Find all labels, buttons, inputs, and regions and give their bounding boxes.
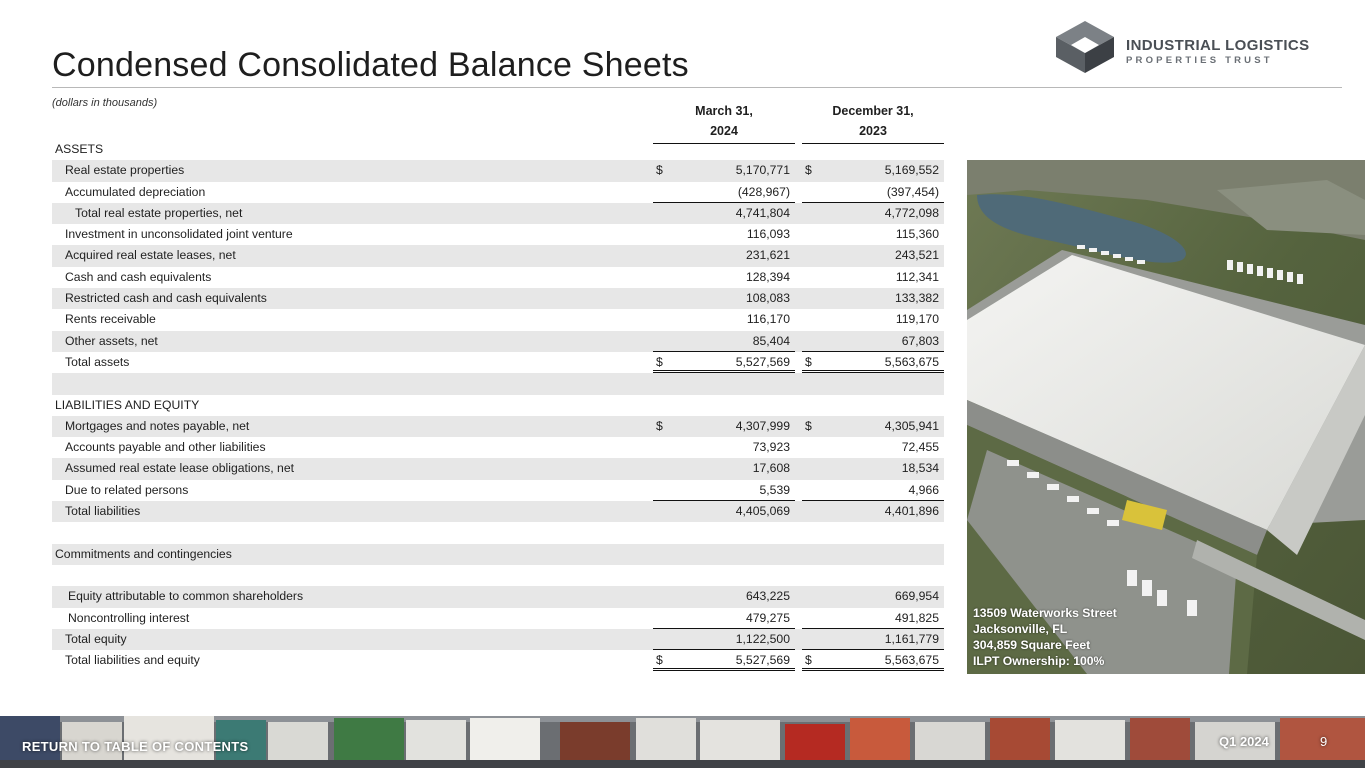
aerial-photo-illustration bbox=[967, 160, 1365, 674]
table-row bbox=[52, 565, 944, 586]
value-cell-december-2023 bbox=[802, 458, 944, 479]
amount: 4,772,098 bbox=[884, 205, 939, 220]
table-row bbox=[52, 522, 944, 543]
row-label: Cash and cash equivalents bbox=[65, 269, 212, 284]
table-row bbox=[52, 629, 944, 650]
value-cell-march-2024 bbox=[653, 245, 795, 266]
amount: 5,527,569 bbox=[735, 653, 790, 668]
return-to-toc-link[interactable]: RETURN TO TABLE OF CONTENTS bbox=[22, 739, 249, 754]
value-cell-december-2023 bbox=[802, 416, 944, 437]
value-cell-march-2024 bbox=[653, 160, 795, 181]
table-row bbox=[52, 608, 944, 629]
table-row bbox=[52, 267, 944, 288]
table-row bbox=[52, 331, 944, 352]
table-row bbox=[52, 203, 944, 224]
amount: (428,967) bbox=[737, 184, 790, 199]
row-label: Restricted cash and cash equivalents bbox=[65, 291, 267, 306]
amount: 115,360 bbox=[895, 227, 939, 242]
value-cell-march-2024 bbox=[653, 416, 795, 437]
row-label: Total liabilities bbox=[65, 504, 141, 519]
dollar-sign: $ bbox=[656, 163, 663, 178]
value-cell-march-2024 bbox=[653, 608, 795, 629]
amount: 116,170 bbox=[746, 312, 790, 327]
value-cell-december-2023 bbox=[802, 608, 944, 629]
page-number: 9 bbox=[1320, 734, 1328, 749]
column-header-line2: 2023 bbox=[859, 124, 887, 138]
amount: 112,341 bbox=[895, 269, 939, 284]
units-note: (dollars in thousands) bbox=[52, 97, 158, 109]
logo-text-line1: INDUSTRIAL LOGISTICS bbox=[1126, 37, 1310, 54]
row-label: Noncontrolling interest bbox=[68, 610, 190, 625]
amount: 479,275 bbox=[745, 610, 790, 625]
amount: 67,803 bbox=[901, 333, 939, 348]
row-label: Accounts payable and other liabilities bbox=[65, 440, 266, 455]
table-row bbox=[52, 458, 944, 479]
amount: 243,521 bbox=[894, 248, 939, 263]
amount: 1,161,779 bbox=[884, 631, 939, 646]
value-cell-march-2024 bbox=[653, 224, 795, 245]
amount: 4,307,999 bbox=[735, 418, 790, 433]
amount: 4,741,804 bbox=[735, 205, 790, 220]
column-header-march-2024 bbox=[653, 101, 795, 141]
value-cell-march-2024 bbox=[653, 203, 795, 224]
value-cell-december-2023 bbox=[802, 331, 944, 352]
value-cell-march-2024 bbox=[653, 650, 795, 671]
amount: 5,169,552 bbox=[884, 163, 939, 178]
column-header-line1: December 31, bbox=[832, 104, 914, 118]
row-label: Mortgages and notes payable, net bbox=[65, 418, 250, 433]
amount: 116,093 bbox=[746, 227, 790, 242]
amount: 669,954 bbox=[894, 589, 939, 604]
table-row bbox=[52, 245, 944, 266]
table-row bbox=[52, 544, 944, 565]
balance-sheet-table bbox=[52, 139, 944, 671]
dollar-sign: $ bbox=[805, 418, 812, 433]
table-row bbox=[52, 352, 944, 373]
amount: 4,401,896 bbox=[884, 504, 939, 519]
row-label: Rents receivable bbox=[65, 312, 156, 327]
table-row bbox=[52, 373, 944, 394]
value-cell-december-2023 bbox=[802, 309, 944, 330]
caption-ownership: ILPT Ownership: 100% bbox=[973, 654, 1105, 668]
value-cell-december-2023 bbox=[802, 352, 944, 373]
company-logo bbox=[1055, 20, 1345, 74]
row-label: ASSETS bbox=[55, 142, 104, 156]
value-cell-march-2024 bbox=[653, 267, 795, 288]
value-cell-december-2023 bbox=[802, 160, 944, 181]
amount: 491,825 bbox=[894, 610, 939, 625]
table-row bbox=[52, 139, 944, 160]
value-cell-march-2024 bbox=[653, 629, 795, 650]
row-label: Due to related persons bbox=[65, 482, 189, 497]
amount: 17,608 bbox=[752, 461, 790, 476]
amount: 5,563,675 bbox=[884, 653, 939, 668]
value-cell-march-2024 bbox=[653, 586, 795, 607]
table-row bbox=[52, 224, 944, 245]
table-row bbox=[52, 650, 944, 671]
amount: 643,225 bbox=[745, 589, 790, 604]
amount: 5,527,569 bbox=[735, 354, 790, 369]
caption-address: 13509 Waterworks Street bbox=[973, 606, 1117, 620]
value-cell-december-2023 bbox=[802, 586, 944, 607]
amount: 119,170 bbox=[895, 312, 939, 327]
table-row bbox=[52, 586, 944, 607]
row-label: Equity attributable to common shareholders bbox=[68, 589, 304, 604]
value-cell-march-2024 bbox=[653, 352, 795, 373]
row-label: Total real estate properties, net bbox=[75, 205, 243, 220]
page-title: Condensed Consolidated Balance Sheets bbox=[52, 46, 689, 84]
title-divider bbox=[52, 87, 1342, 88]
amount: 231,621 bbox=[745, 248, 790, 263]
value-cell-december-2023 bbox=[802, 650, 944, 671]
dollar-sign: $ bbox=[805, 354, 812, 369]
table-row bbox=[52, 160, 944, 181]
amount: 18,534 bbox=[901, 461, 939, 476]
value-cell-march-2024 bbox=[653, 458, 795, 479]
row-label: Acquired real estate leases, net bbox=[65, 248, 236, 263]
row-label: Real estate properties bbox=[65, 163, 185, 178]
footer-banner bbox=[0, 716, 1365, 768]
column-header-line1: March 31, bbox=[695, 104, 753, 118]
row-label: Total liabilities and equity bbox=[65, 653, 200, 668]
amount: 4,966 bbox=[908, 482, 939, 497]
row-label: Assumed real estate lease obligations, net bbox=[65, 461, 294, 476]
value-cell-december-2023 bbox=[802, 224, 944, 245]
value-cell-december-2023 bbox=[802, 629, 944, 650]
amount: 133,382 bbox=[894, 291, 939, 306]
row-label: Total assets bbox=[65, 354, 130, 369]
row-label: Investment in unconsolidated joint venture bbox=[65, 227, 293, 242]
caption-city: Jacksonville, FL bbox=[973, 622, 1068, 636]
amount: 85,404 bbox=[752, 333, 790, 348]
dollar-sign: $ bbox=[656, 418, 663, 433]
value-cell-december-2023 bbox=[802, 245, 944, 266]
amount: 4,305,941 bbox=[884, 418, 939, 433]
value-cell-december-2023 bbox=[802, 267, 944, 288]
value-cell-march-2024 bbox=[653, 182, 795, 203]
table-row bbox=[52, 182, 944, 203]
value-cell-march-2024 bbox=[653, 480, 795, 501]
row-label: Commitments and contingencies bbox=[55, 546, 232, 561]
column-header-december-2023 bbox=[802, 101, 944, 141]
caption-square-feet: 304,859 Square Feet bbox=[973, 638, 1091, 652]
logo-text-line2: PROPERTIES TRUST bbox=[1126, 55, 1273, 66]
table-row bbox=[52, 437, 944, 458]
value-cell-december-2023 bbox=[802, 437, 944, 458]
dollar-sign: $ bbox=[805, 653, 812, 668]
amount: 4,405,069 bbox=[735, 504, 790, 519]
column-header-line2: 2024 bbox=[710, 124, 738, 138]
amount: 5,563,675 bbox=[884, 354, 939, 369]
table-row bbox=[52, 416, 944, 437]
photo-caption bbox=[973, 605, 1117, 669]
table-row bbox=[52, 480, 944, 501]
table-row bbox=[52, 501, 944, 522]
value-cell-march-2024 bbox=[653, 309, 795, 330]
amount: 1,122,500 bbox=[735, 631, 790, 646]
amount: 108,083 bbox=[745, 291, 790, 306]
value-cell-december-2023 bbox=[802, 501, 944, 522]
value-cell-march-2024 bbox=[653, 501, 795, 522]
row-label: Accumulated depreciation bbox=[65, 184, 206, 199]
row-label: LIABILITIES AND EQUITY bbox=[55, 397, 200, 412]
value-cell-december-2023 bbox=[802, 203, 944, 224]
quarter-label: Q1 2024 bbox=[1219, 734, 1269, 749]
row-label: Total equity bbox=[65, 631, 127, 646]
amount: (397,454) bbox=[886, 184, 939, 199]
amount: 128,394 bbox=[745, 269, 790, 284]
row-label: Other assets, net bbox=[65, 333, 158, 348]
value-cell-december-2023 bbox=[802, 182, 944, 203]
value-cell-march-2024 bbox=[653, 437, 795, 458]
value-cell-december-2023 bbox=[802, 288, 944, 309]
value-cell-march-2024 bbox=[653, 331, 795, 352]
table-row bbox=[52, 309, 944, 330]
dollar-sign: $ bbox=[656, 354, 663, 369]
amount: 5,170,771 bbox=[735, 163, 790, 178]
amount: 72,455 bbox=[901, 440, 939, 455]
property-aerial-photo bbox=[967, 160, 1365, 674]
table-row bbox=[52, 288, 944, 309]
dollar-sign: $ bbox=[656, 653, 663, 668]
value-cell-december-2023 bbox=[802, 480, 944, 501]
table-row bbox=[52, 395, 944, 416]
value-cell-march-2024 bbox=[653, 288, 795, 309]
amount: 5,539 bbox=[759, 482, 790, 497]
logo-cube-icon bbox=[1055, 20, 1115, 74]
amount: 73,923 bbox=[752, 440, 790, 455]
dollar-sign: $ bbox=[805, 163, 812, 178]
